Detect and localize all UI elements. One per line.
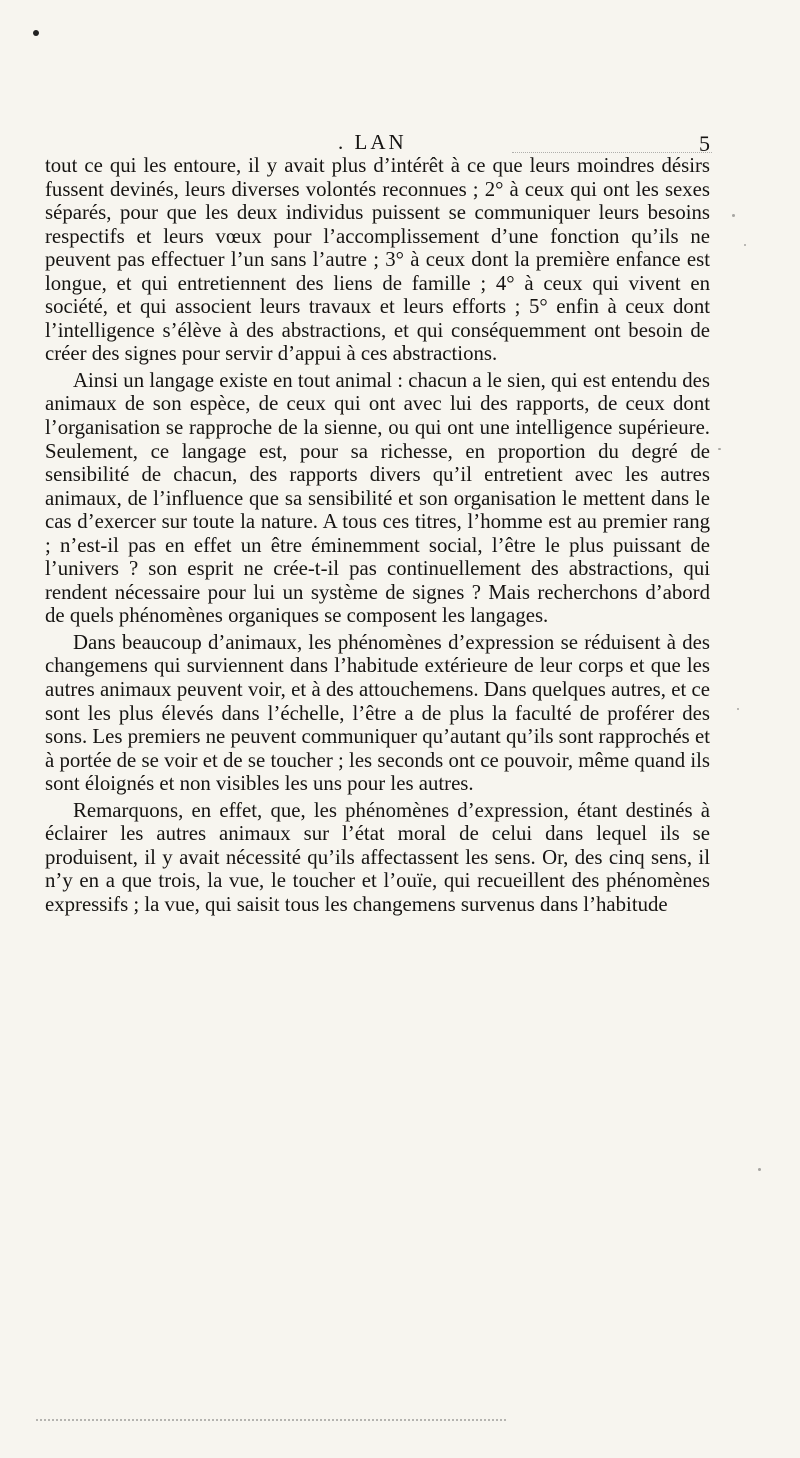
running-head: . LAN — [338, 130, 407, 154]
body-text — [45, 154, 710, 920]
ink-speck — [744, 244, 746, 246]
ink-mark — [33, 30, 39, 36]
ink-speck — [737, 708, 739, 710]
page-number: 5 — [699, 131, 710, 156]
ink-speck — [718, 448, 721, 450]
ink-speck — [758, 1168, 761, 1171]
header-dotted-rule — [512, 152, 712, 153]
paragraph: Dans beaucoup d’animaux, les phénomènes d’expression se réduisent à des changemens qui surviennent dans l’habitude extérieure de leur corps et que les autres animaux peuvent voir, et à des attouchemens. Dans quelques autres, et ce sont les plus élevés dans l’échelle, l’être a de plus la faculté de proférer des sons. Les premiers ne peuvent communiquer qu’autant qu’ils sont rapprochés et à portée de se voir et de se toucher ; les seconds ont ce pouvoir, même quand ils sont éloignés et non visibles les uns pour les autres. — [45, 630, 710, 796]
bottom-dotted-rule — [36, 1419, 506, 1421]
paragraph: Remarquons, en effet, que, les phénomènes d’expression, étant destinés à éclairer les autres animaux sur l’état moral de celui dans lequel ils se produisent, il y avait nécessité qu’ils affectassent les sens. Or, des cinq sens, il n’y en a que trois, la vue, le toucher et l’ouïe, qui recueillent des phénomènes expressifs ; la vue, qui saisit tous les changemens survenus dans l’habitude — [45, 798, 710, 916]
ink-speck — [732, 214, 735, 217]
paragraph: tout ce qui les entoure, il y avait plus d’intérêt à ce que leurs moindres désirs fussent devinés, leurs diverses volontés reconnues ; 2° à ceux qui ont les sexes séparés, pour que les deux individus puissent se communiquer leurs besoins respectifs et leurs vœux pour l’accomplissement d’une fonction qu’ils ne peuvent pas effectuer l’un sans l’autre ; 3° à ceux dont la première enfance est longue, et qui entretiennent des liens de famille ; 4° à ceux qui vivent en société, et qui associent leurs travaux et leurs efforts ; 5° enfin à ceux dont l’intelligence s’élève à des abstractions, et qui conséquemment ont besoin de créer des signes pour servir d’appui à ces abstractions. — [45, 154, 710, 366]
paragraph: Ainsi un langage existe en tout animal : chacun a le sien, qui est entendu des animaux de son espèce, de ceux qui ont avec lui des rapports, de ceux dont l’organisation se rapproche de la sienne, ou qui ont une intelligence supérieure. Seulement, ce langage est, pour sa richesse, en proportion du degré de sensibilité de chacun, des rapports divers qu’il entretient avec les autres animaux, de l’influence que sa sensibilité et son organisation le mettent dans le cas d’exercer sur toute la nature. A tous ces titres, l’homme est au premier rang ; n’est-il pas en effet un être éminemment social, l’être le plus puissant de l’univers ? son esprit ne crée-t-il pas continuellement des abstractions, qui rendent nécessaire pour lui un système de signes ? Mais recherchons d’abord de quels phénomènes organiques se composent les langages. — [45, 368, 710, 628]
